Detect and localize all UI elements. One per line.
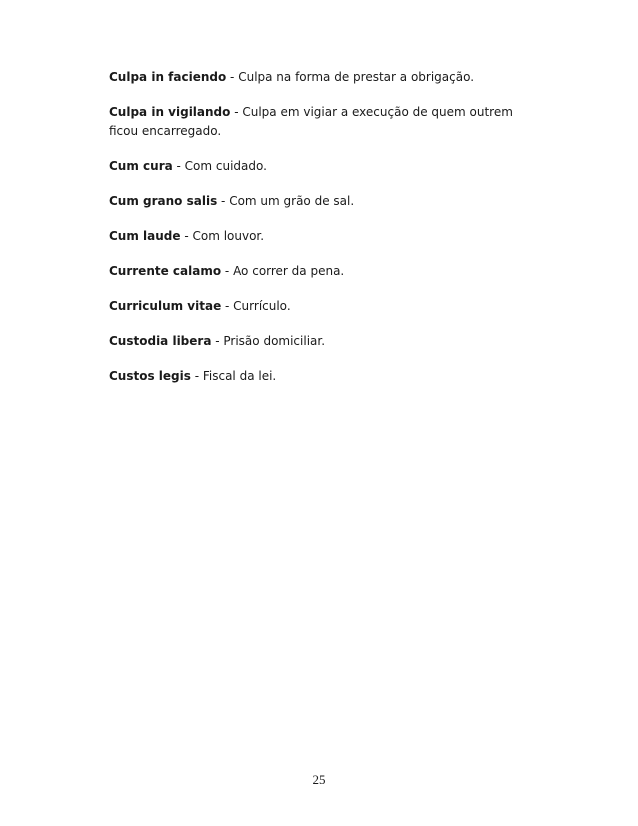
glossary-entry-currente-calamo bbox=[109, 262, 529, 281]
glossary-entry-custodia-libera bbox=[109, 332, 529, 351]
page-number: 25 bbox=[312, 772, 326, 787]
entry-separator: - bbox=[217, 194, 230, 208]
entry-definition: Culpa na forma de prestar a obrigação. bbox=[238, 70, 475, 84]
glossary-entry-cum-cura bbox=[109, 157, 529, 176]
entry-term: Cum laude bbox=[109, 229, 181, 243]
entry-term: Currente calamo bbox=[109, 264, 222, 278]
glossary-entries bbox=[109, 68, 529, 402]
entry-definition: Com louvor. bbox=[192, 229, 265, 243]
entry-term: Culpa in faciendo bbox=[109, 70, 227, 84]
entry-separator: - bbox=[226, 70, 239, 84]
entry-separator: - bbox=[221, 299, 234, 313]
entry-definition: Culpa em vigiar a execução de quem outrem ficou encarregado. bbox=[109, 105, 513, 138]
entry-separator: - bbox=[190, 369, 203, 383]
entry-separator: - bbox=[172, 159, 185, 173]
entry-term: Curriculum vitae bbox=[109, 299, 222, 313]
glossary-entry-cum-laude bbox=[109, 227, 529, 246]
entry-definition: Prisão domiciliar. bbox=[223, 334, 326, 348]
glossary-entry-culpa-in-faciendo bbox=[109, 68, 529, 87]
entry-separator: - bbox=[180, 229, 193, 243]
glossary-entry-culpa-in-vigilando bbox=[109, 103, 529, 141]
entry-definition: Currículo. bbox=[233, 299, 291, 313]
entry-definition: Com cuidado. bbox=[184, 159, 267, 173]
entry-separator: - bbox=[221, 264, 234, 278]
entry-term: Custos legis bbox=[109, 369, 191, 383]
entry-term: Custodia libera bbox=[109, 334, 212, 348]
entry-definition: Com um grão de sal. bbox=[229, 194, 355, 208]
glossary-entry-curriculum-vitae bbox=[109, 297, 529, 316]
entry-term: Culpa in vigilando bbox=[109, 105, 231, 119]
entry-term: Cum grano salis bbox=[109, 194, 218, 208]
entry-separator: - bbox=[230, 105, 243, 119]
entry-term: Cum cura bbox=[109, 159, 173, 173]
glossary-entry-custos-legis bbox=[109, 367, 529, 386]
entry-separator: - bbox=[211, 334, 224, 348]
entry-definition: Ao correr da pena. bbox=[233, 264, 345, 278]
glossary-entry-cum-grano-salis bbox=[109, 192, 529, 211]
entry-definition: Fiscal da lei. bbox=[202, 369, 277, 383]
